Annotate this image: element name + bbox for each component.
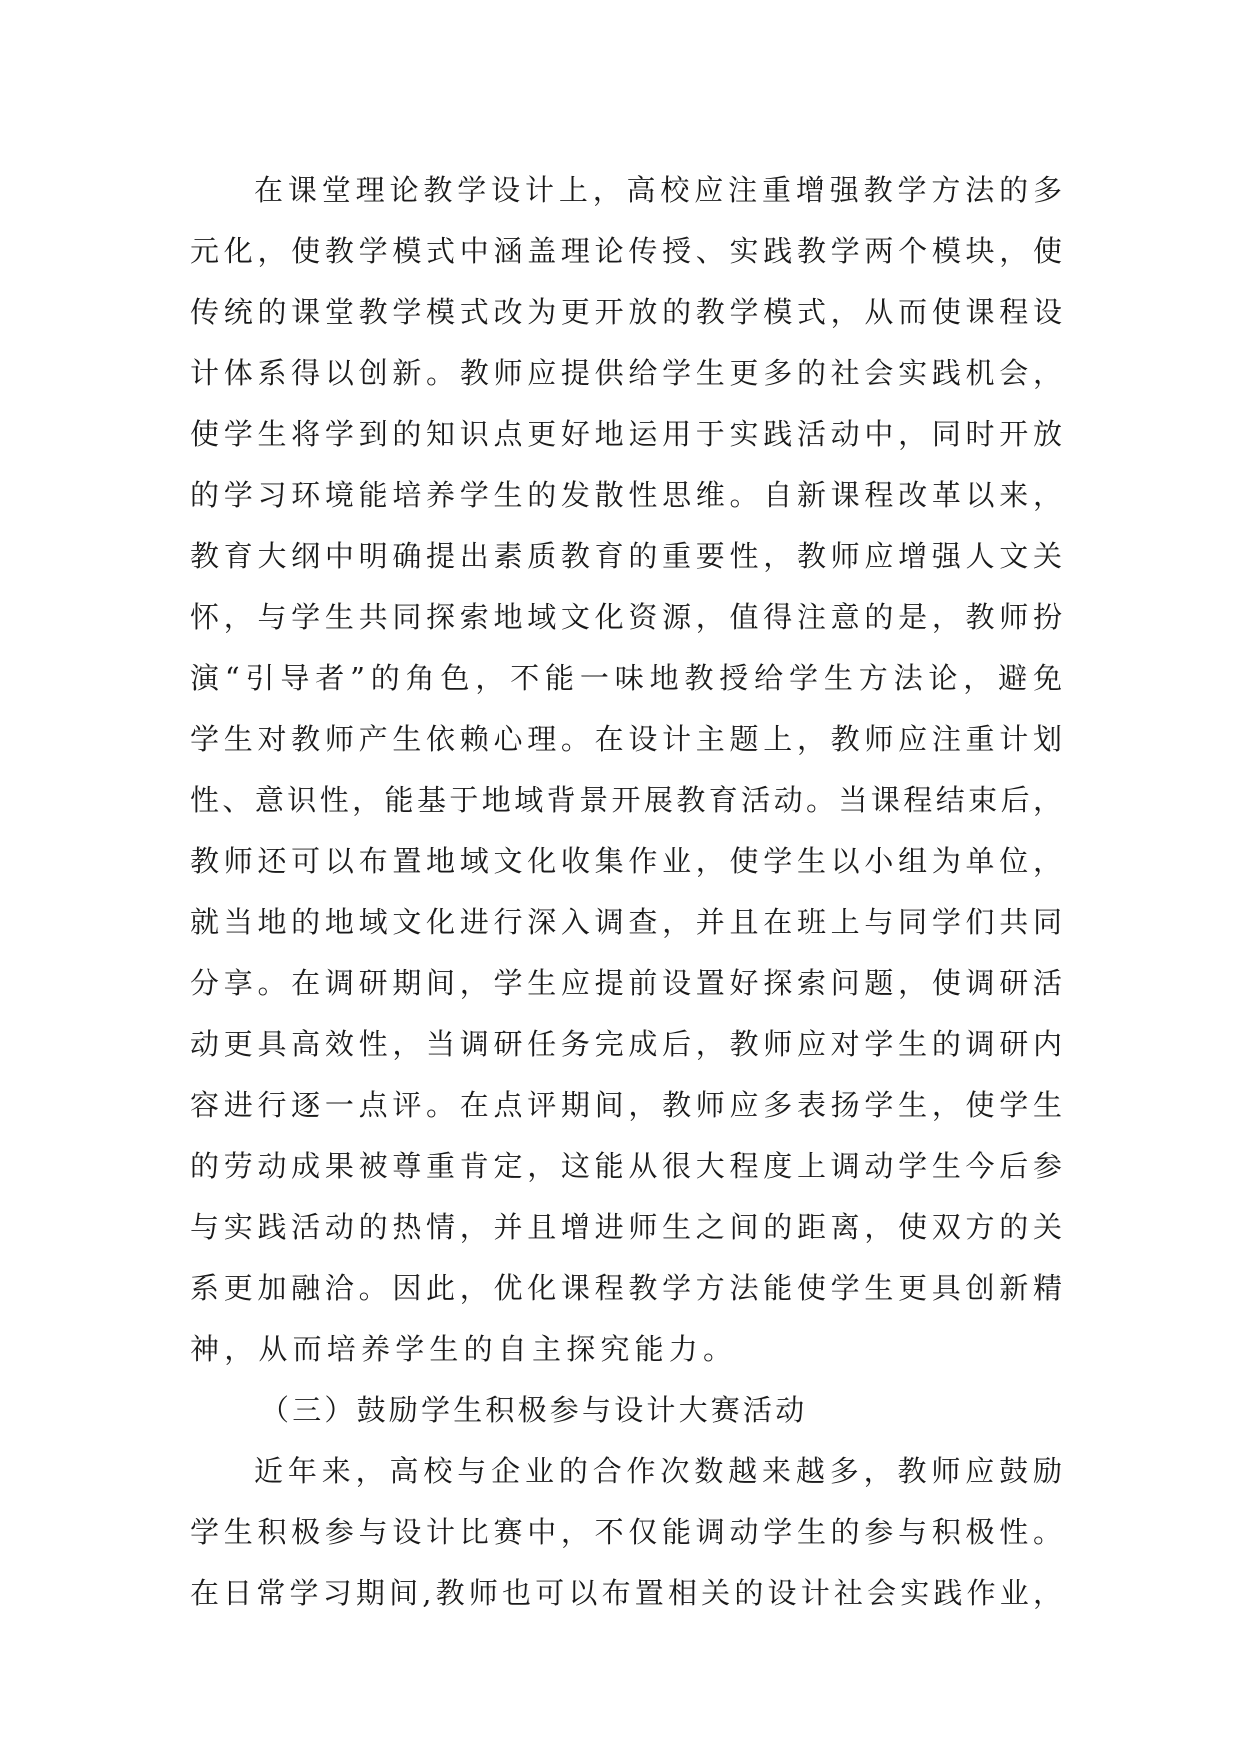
text-line: 怀，与学生共同探索地域文化资源，值得注意的是，教师扮 <box>190 600 1062 634</box>
text-line: 在课堂理论教学设计上，高校应注重增强教学方法的多 <box>254 173 1062 207</box>
text-line: 神，从而培养学生的自主探究能力。 <box>190 1332 738 1366</box>
text-line: 容进行逐一点评。在点评期间，教师应多表扬学生，使学生 <box>190 1088 1062 1122</box>
text-line: 的劳动成果被尊重肯定，这能从很大程度上调动学生今后参 <box>190 1149 1062 1183</box>
paragraph-design-competition <box>190 1441 1062 1624</box>
text-line: 教师还可以布置地域文化收集作业，使学生以小组为单位， <box>190 844 1062 878</box>
paragraph-classroom-design <box>190 160 1062 1380</box>
text-line: 分享。在调研期间，学生应提前设置好探索问题，使调研活 <box>190 966 1062 1000</box>
document-body <box>190 160 1062 1624</box>
text-line: 性、意识性，能基于地域背景开展教育活动。当课程结束后， <box>190 783 1062 817</box>
text-line: 的学习环境能培养学生的发散性思维。自新课程改革以来， <box>190 478 1062 512</box>
text-line: 在日常学习期间,教师也可以布置相关的设计社会实践作业， <box>190 1576 1062 1610</box>
text-line: 演“引导者”的角色，不能一味地教授给学生方法论，避免 <box>190 661 1062 695</box>
text-line: 传统的课堂教学模式改为更开放的教学模式，从而使课程设 <box>190 295 1062 329</box>
text-line: 动更具高效性，当调研任务完成后，教师应对学生的调研内 <box>190 1027 1062 1061</box>
text-line: 系更加融洽。因此，优化课程教学方法能使学生更具创新精 <box>190 1271 1062 1305</box>
text-line: 教育大纲中明确提出素质教育的重要性，教师应增强人文关 <box>190 539 1062 573</box>
text-line: 与实践活动的热情，并且增进师生之间的距离，使双方的关 <box>190 1210 1062 1244</box>
text-line: 就当地的地域文化进行深入调查，并且在班上与同学们共同 <box>190 905 1062 939</box>
text-line: 元化，使教学模式中涵盖理论传授、实践教学两个模块，使 <box>190 234 1062 268</box>
text-line: 学生积极参与设计比赛中，不仅能调动学生的参与积极性。 <box>190 1515 1062 1549</box>
text-line: 计体系得以创新。教师应提供给学生更多的社会实践机会， <box>190 356 1062 390</box>
section-heading: （三）鼓励学生积极参与设计大赛活动 <box>260 1393 808 1427</box>
text-line: 使学生将学到的知识点更好地运用于实践活动中，同时开放 <box>190 417 1062 451</box>
text-line: 学生对教师产生依赖心理。在设计主题上，教师应注重计划 <box>190 722 1062 756</box>
text-line: 近年来，高校与企业的合作次数越来越多，教师应鼓励 <box>254 1454 1062 1488</box>
